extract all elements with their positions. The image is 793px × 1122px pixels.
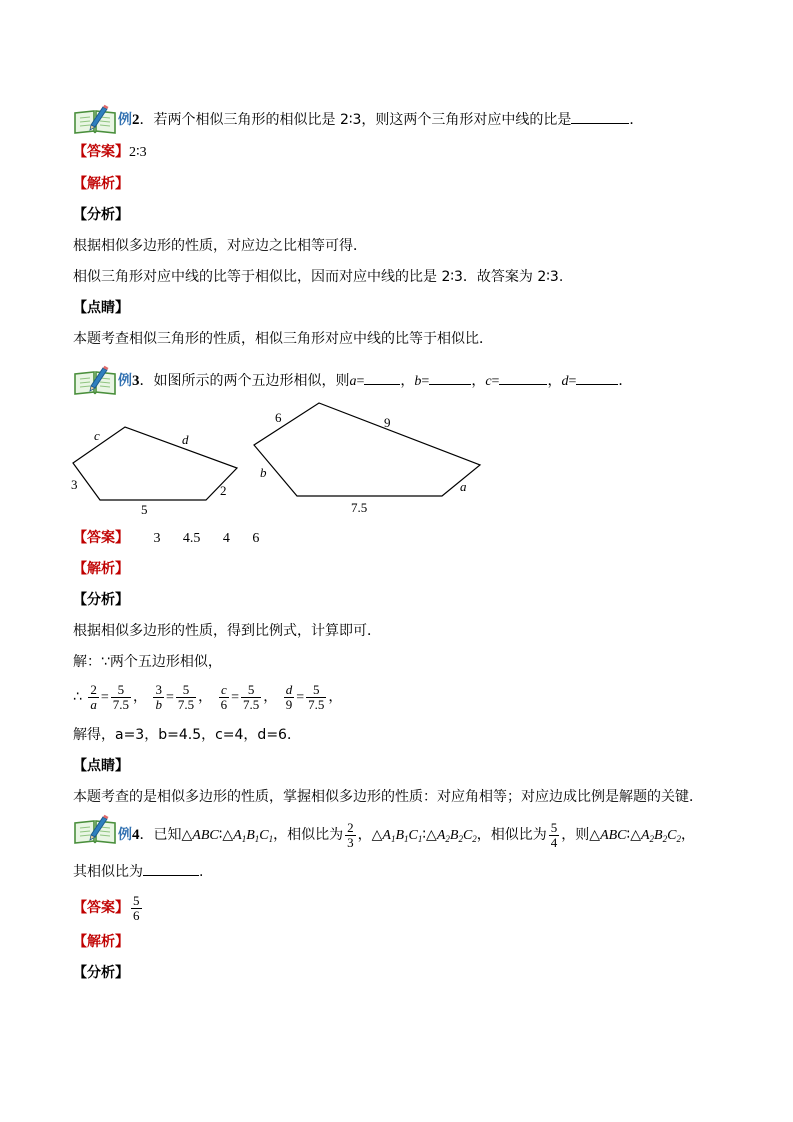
- ex2-answer-blank: [571, 109, 629, 124]
- book-pencil-icon: [73, 103, 117, 135]
- ex3-solution: 解得，a=3，b=4.5，c=4，d=6．: [73, 727, 301, 743]
- fraction: $\frac{5}{7.5}$: [243, 681, 260, 712]
- label-5: 5: [141, 502, 148, 517]
- label-d: d: [182, 432, 189, 447]
- label-c: c: [94, 428, 100, 443]
- analysis-tag: 【解析】: [73, 561, 129, 577]
- answer-value: 6: [252, 531, 260, 546]
- label-9: 9: [384, 415, 391, 430]
- ex2-number: 2: [132, 112, 140, 128]
- therefore-symbol: ∴: [73, 689, 82, 705]
- ex3-analysis-line-2: 解：∵两个五边形相似，: [73, 654, 222, 670]
- answer-value: 3: [153, 531, 161, 546]
- triangle-symbol: △: [426, 827, 437, 843]
- ex2-label: 例: [118, 112, 132, 128]
- ex2-period: ．: [629, 112, 644, 128]
- ex3-fraction-line: ∴ $\frac{2}{a}$ = $\frac{5}{7.5}$ ， $\frac{3}{b}$ = $\frac{5}{7.5}$ ， $\frac{c}{6}$ = $\frac{5}{7.5}$ ， $\frac{d}{9}$ = $\frac{5}{7.5}$ ，: [73, 681, 343, 712]
- ratio-fraction: $\frac{2}{3}$: [347, 819, 354, 850]
- ex4-answer-blank: [143, 861, 199, 876]
- ex4-text: ．已知△: [139, 827, 193, 843]
- equals-sign: =: [491, 374, 500, 389]
- fraction: $\frac{3}{b}$: [155, 681, 162, 712]
- ex4-answer-line: [73, 893, 144, 923]
- blank-c: [499, 370, 547, 385]
- colon: ∶: [218, 827, 223, 843]
- large-pentagon: [254, 403, 480, 496]
- fraction: $\frac{2}{a}$: [90, 681, 97, 712]
- fenxi-tag: 【分析】: [73, 207, 129, 223]
- ex3-dianjing-text: 本题考查的是相似多边形的性质，掌握相似多边形的性质：对应角相等；对应边成比例是解题的关键．: [73, 789, 703, 805]
- fraction: $\frac{5}{7.5}$: [177, 681, 195, 712]
- book-pencil-icon: [73, 813, 117, 845]
- label-6: 6: [275, 410, 282, 425]
- answer-fraction: $\frac{5}{6}$: [133, 892, 140, 923]
- answer-value: 4.5: [182, 531, 201, 546]
- ex4-text: ，则△: [561, 827, 601, 843]
- var-b: b: [414, 374, 422, 389]
- ex2-question-line: [118, 109, 643, 129]
- fraction: $\frac{5}{7.5}$: [308, 681, 325, 712]
- ex3-question-line: [118, 370, 632, 391]
- equals-sign: =: [568, 374, 577, 389]
- ex4-text: ，相似比为: [273, 827, 344, 843]
- ex2-analysis-line-1: 根据相似多边形的性质，对应边之比相等可得．: [73, 238, 367, 254]
- triangle-abc: ABC: [192, 828, 219, 843]
- book-pencil-icon: [73, 364, 117, 396]
- ex4-question-line: 例4．已知$\triangle ABC∶\triangle A_1B_1C_1$，相似比为 $\frac{2}{3}$ ，$\triangle A_1B_1C_1∶\triangle A_2B_2C_2$，相似比为 $\frac{5}{4}$ ，则$\triangle ABC∶\triangle A_2B_2C_2$，: [118, 819, 695, 850]
- analysis-tag: 【解析】: [73, 176, 129, 192]
- ex2-question: ．若两个相似三角形的相似比是 2∶3，则这两个三角形对应中线的比是: [139, 112, 572, 128]
- answer-value: 4: [222, 531, 230, 546]
- triangle-symbol: △: [630, 827, 641, 843]
- label-3: 3: [71, 477, 78, 492]
- answer-tag: 【答案】: [73, 530, 129, 546]
- fenxi-tag: 【分析】: [73, 592, 129, 608]
- ex4-label: 例: [118, 827, 132, 843]
- ex4-line-2: [73, 861, 203, 881]
- comma: ，: [547, 373, 562, 389]
- dianjing-tag: 【点睛】: [73, 300, 129, 316]
- ex4-text: ，: [357, 827, 372, 843]
- fraction: $\frac{5}{7.5}$: [112, 681, 130, 712]
- ex2-answer-line: [73, 143, 147, 162]
- label-a: a: [460, 479, 467, 494]
- period: ．: [618, 373, 633, 389]
- label-7-5: 7.5: [351, 500, 368, 515]
- fenxi-tag: 【分析】: [73, 965, 129, 981]
- triangle-symbol: △: [371, 827, 383, 843]
- label-2: 2: [220, 483, 227, 498]
- ex3-answer-line: [73, 529, 259, 548]
- comma: ，: [400, 373, 415, 389]
- ex3-analysis-line-1: 根据相似多边形的性质，得到比例式，计算即可．: [73, 623, 381, 639]
- triangle-symbol: △: [222, 827, 234, 843]
- period: .: [199, 864, 204, 880]
- blank-d: [576, 370, 618, 385]
- ex4-text: ，相似比为: [476, 827, 547, 843]
- ex2-answer: 2∶3: [129, 145, 147, 160]
- fraction: $\frac{d}{9}$: [285, 681, 293, 712]
- var-a: a: [349, 374, 357, 389]
- var-d: d: [561, 374, 569, 389]
- fraction: $\frac{c}{6}$: [220, 681, 228, 712]
- equals-sign: =: [421, 374, 430, 389]
- dianjing-tag: 【点睛】: [73, 758, 129, 774]
- ex3-number: 3: [132, 373, 140, 389]
- ratio-fraction: $\frac{5}{4}$: [550, 819, 558, 850]
- equals-sign: =: [356, 374, 365, 389]
- ex3-question: ．如图所示的两个五边形相似，则: [139, 373, 350, 389]
- answer-tag: 【答案】: [73, 144, 129, 160]
- ex4-number: 4: [132, 827, 140, 843]
- triangle-abc: ABC: [600, 828, 627, 843]
- var-c: c: [485, 374, 492, 389]
- label-b: b: [260, 465, 267, 480]
- analysis-tag: 【解析】: [73, 934, 129, 950]
- comma: ，: [471, 373, 486, 389]
- colon: ∶: [626, 827, 631, 843]
- ex2-analysis-line-2: 相似三角形对应中线的比等于相似比，因而对应中线的比是 2∶3．故答案为 2∶3.: [73, 269, 564, 285]
- answer-tag: 【答案】: [73, 900, 129, 916]
- pentagon-figures: [60, 395, 500, 520]
- blank-b: [429, 370, 471, 385]
- colon: ∶: [422, 827, 427, 843]
- ex3-label: 例: [118, 373, 132, 389]
- blank-a: [364, 370, 400, 385]
- ex2-dianjing-text: 本题考查相似三角形的性质，相似三角形对应中线的比等于相似比．: [73, 331, 493, 347]
- ex4-text: 其相似比为: [73, 864, 143, 880]
